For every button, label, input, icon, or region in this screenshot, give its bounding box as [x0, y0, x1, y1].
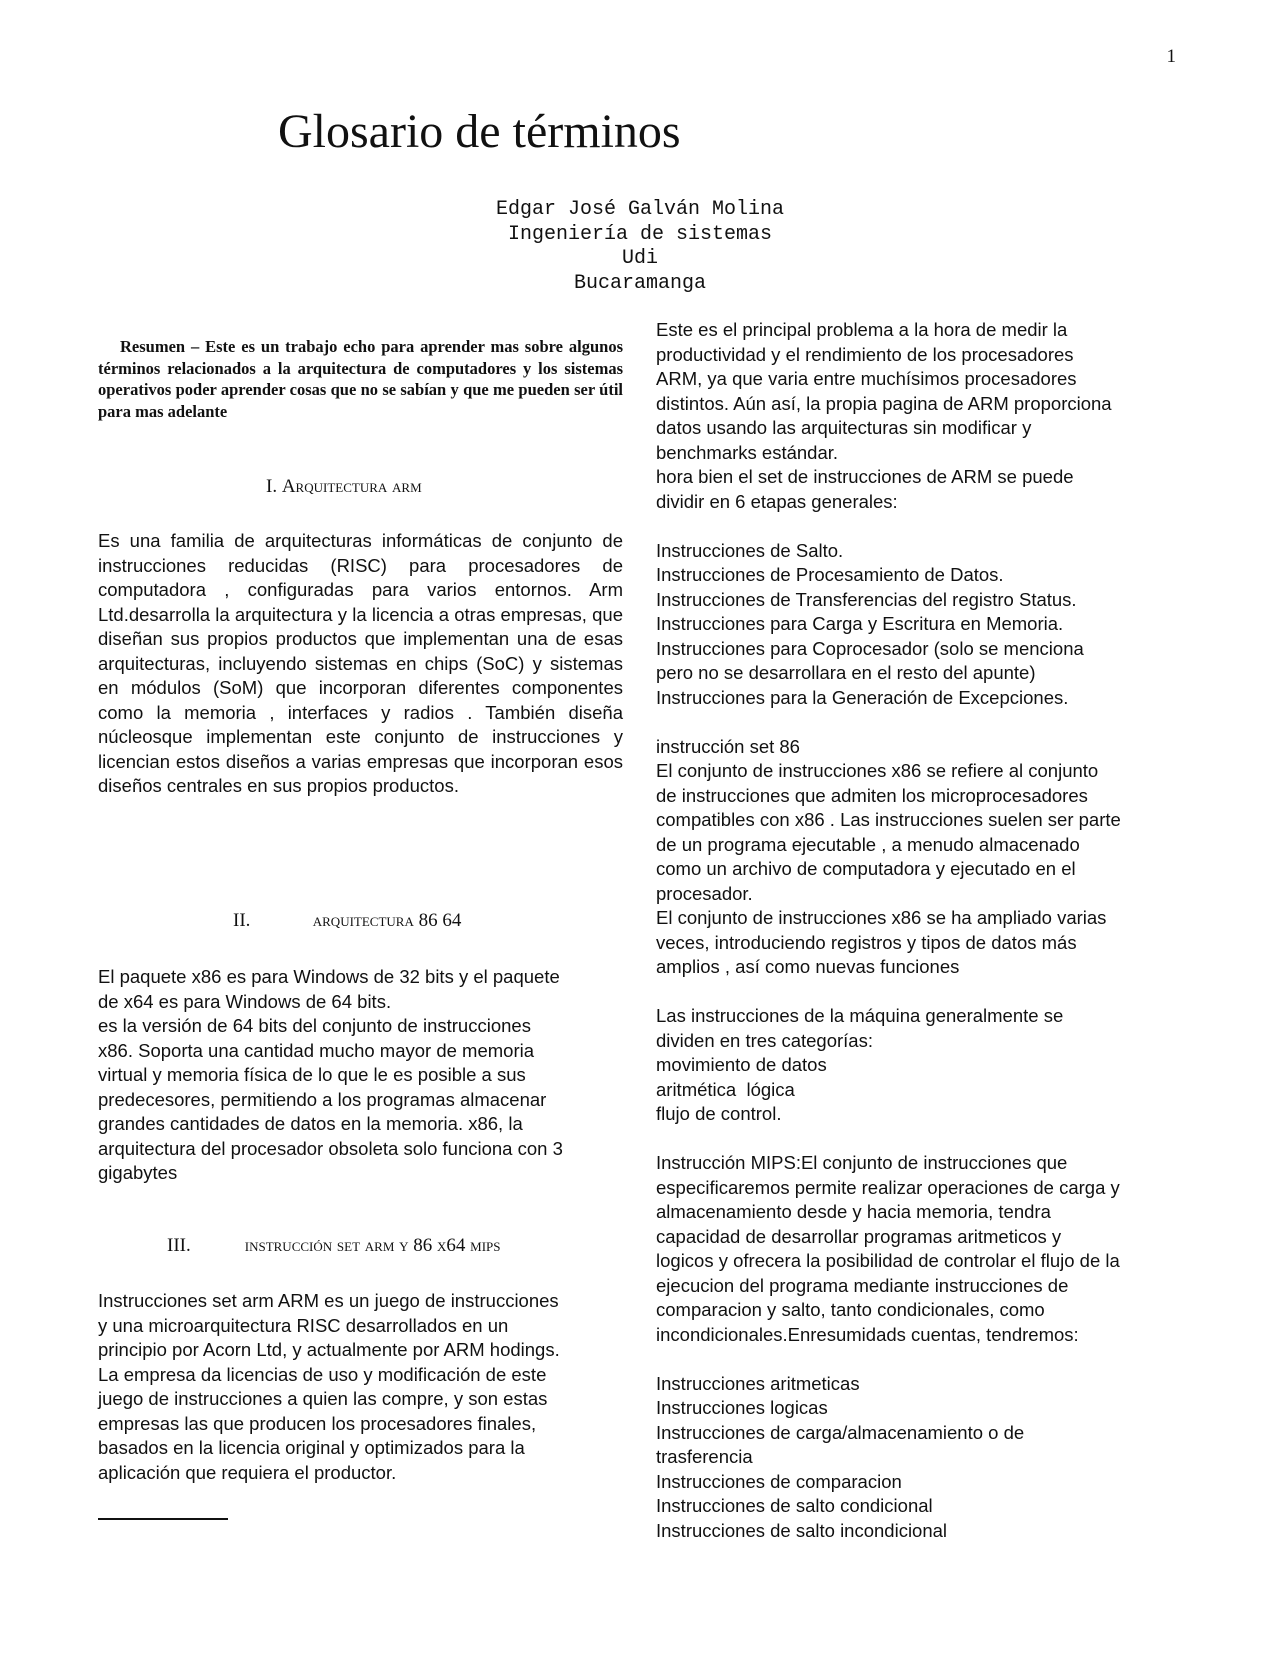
text-line [656, 710, 1196, 735]
text-line: productividad y el rendimiento de los procesadores [656, 343, 1074, 365]
text-line: Instrucciones de carga/almacenamiento o de [656, 1421, 1025, 1443]
text-line: distintos. Aún así, la propia pagina de ARM proporciona [656, 392, 1112, 414]
section-numeral: II. [233, 910, 251, 931]
text-line: trasferencia [656, 1446, 753, 1467]
text-line: procesador. [656, 882, 753, 904]
text-line [656, 514, 1196, 539]
text-line: instrucción set 86 [656, 735, 800, 757]
text-line: de instrucciones que admiten los microprocesadores [656, 784, 1088, 806]
text-line: gigabytes [98, 1162, 178, 1183]
text-line: aritmética lógica [656, 1078, 795, 1100]
text-line: x86. Soporta una cantidad mucho mayor de memoria [98, 1039, 535, 1061]
text-line: Este es el principal problema a la hora de medir la [656, 319, 1068, 340]
text-line: pero no se desarrollara en el resto del apunte) [656, 662, 1036, 683]
author-institution: Udi [621, 247, 658, 270]
section-title: instrucción set arm y 86 x64 mips [244, 1235, 501, 1256]
text-line: Instrucciones para Carga y Escritura en Memoria. [656, 613, 1064, 634]
text-line: y una microarquitectura RISC desarrollados en un [98, 1314, 509, 1336]
abstract: Resumen – Este es un trabajo echo para aprender mas sobre algunos términos relacionados a la arquitectura de computadores y los sistemas operativos poder aprender cosas que no se sabían y que me pueden ser útil para mas adelante [98, 337, 623, 421]
text-line: Instrucciones de comparacion [656, 1470, 902, 1492]
text-line: Instrucciones logicas [656, 1397, 828, 1418]
text-line: Instrucciones de Transferencias del registro Status. [656, 588, 1077, 610]
text-line [656, 1347, 1196, 1372]
text-line: Instrucciones aritmeticas [656, 1372, 860, 1394]
section-heading-3 [167, 1235, 501, 1257]
text-line [656, 980, 1196, 1005]
page-number: 1 [1166, 46, 1176, 67]
text-line: dividen en tres categorías: [656, 1029, 873, 1051]
text-line: El conjunto de instrucciones x86 se refiere al conjunto [656, 760, 1099, 781]
text-line: compatibles con x86 . Las instrucciones suelen ser parte [656, 809, 1121, 830]
section-numeral: I. [266, 476, 278, 497]
section-numeral: III. [167, 1235, 191, 1256]
section-3-body [98, 1289, 638, 1485]
text-line: Instrucciones para Coprocesador (solo se menciona [656, 637, 1084, 659]
text-line: Instrucciones de Procesamiento de Datos. [656, 564, 1004, 585]
author-city: Bucaramanga [573, 271, 707, 295]
text-line: ejecucion del programa mediante instrucciones de [656, 1274, 1069, 1296]
section-1-body: Es una familia de arquitecturas informáticas de conjunto de instrucciones reducidas (RISC) para procesadores de computadora , configuradas para varios entornos. Arm Ltd.desarrolla la arquitectura y la licencia a otras empresas, que diseñan sus propios productos que implementan una de esas arquitecturas, incluyendo sistemas en chips (SoC) y sistemas en módulos (SoM) que incorporan diferentes componentes como la memoria , interfaces y radios . También diseña núcleosque implementan este conjunto de instrucciones y licencian estos diseños a varias empresas que incorporan esos diseños centrales en sus propios productos. [98, 530, 623, 796]
text-line: Instrucción MIPS:El conjunto de instrucciones que [656, 1152, 1068, 1173]
text-line: incondicionales.Enresumidads cuentas, tendremos: [656, 1323, 1079, 1345]
text-line: Las instrucciones de la máquina generalmente se [656, 1005, 1064, 1026]
text-line: es la versión de 64 bits del conjunto de instrucciones [98, 1015, 531, 1036]
text-line: predecesores, permitiendo a los programas almacenar [98, 1088, 547, 1110]
text-line: logicos y ofrecera la posibilidad de controlar el flujo de la [656, 1250, 1120, 1271]
text-line: ARM, ya que varia entre muchísimos procesadores [656, 368, 1077, 389]
text-line: Instrucciones de salto incondicional [656, 1519, 948, 1541]
text-line: basados en la licencia original y optimizados para la [98, 1437, 525, 1458]
text-line: virtual y memoria física de lo que le es posible a sus [98, 1064, 526, 1085]
author-program: Ingeniería de sistemas [507, 222, 773, 246]
text-line: El conjunto de instrucciones x86 se ha ampliado varias [656, 907, 1107, 928]
section-2-body [98, 965, 638, 1186]
section-heading-2 [233, 910, 461, 932]
section-title: Arquitectura arm [281, 476, 422, 497]
text-line: arquitectura del procesador obsoleta solo funciona con 3 [98, 1137, 563, 1159]
text-line: juego de instrucciones a quien las compre, y son estas [98, 1388, 548, 1409]
text-line: Instrucciones de Salto. [656, 539, 844, 561]
author-block [0, 198, 1280, 296]
text-line: almacenamiento desde y hacia memoria, tendra [656, 1201, 1051, 1222]
text-line: comparacion y salto, tanto condicionales, como [656, 1299, 1045, 1320]
text-line: Instrucciones de salto condicional [656, 1495, 933, 1516]
text-line: capacidad de desarrollar programas aritmeticos y [656, 1225, 1062, 1247]
text-line: datos usando las arquitecturas sin modificar y [656, 417, 1032, 438]
section-heading-1 [266, 476, 422, 498]
author-name: Edgar José Galván Molina [495, 198, 785, 221]
document-title: Glosario de términos [278, 105, 681, 158]
text-line: Instrucciones para la Generación de Excepciones. [656, 686, 1069, 708]
text-line: dividir en 6 etapas generales: [656, 490, 898, 512]
text-line: aplicación que requiera el productor. [98, 1461, 397, 1483]
text-line: hora bien el set de instrucciones de ARM se puede [656, 466, 1074, 487]
footnote-divider [98, 1518, 228, 1520]
text-line [656, 1127, 1196, 1152]
text-line: de un programa ejecutable , a menudo almacenado [656, 833, 1080, 855]
text-line: flujo de control. [656, 1103, 782, 1124]
text-line: movimiento de datos [656, 1054, 827, 1075]
text-line: El paquete x86 es para Windows de 32 bits y el paquete [98, 966, 560, 987]
text-line: especificaremos permite realizar operaciones de carga y [656, 1176, 1120, 1198]
text-line: de x64 es para Windows de 64 bits. [98, 990, 392, 1012]
text-line: veces, introduciendo registros y tipos de datos más [656, 931, 1077, 953]
text-line: benchmarks estándar. [656, 441, 839, 463]
text-line: empresas las que producen los procesadores finales, [98, 1412, 537, 1434]
section-title: arquitectura 86 64 [312, 910, 462, 931]
text-line: La empresa da licencias de uso y modificación de este [98, 1363, 547, 1385]
text-line: como un archivo de computadora y ejecutado en el [656, 858, 1076, 879]
text-line: amplios , así como nuevas funciones [656, 956, 960, 977]
text-line: principio por Acorn Ltd, y actualmente por ARM hodings. [98, 1339, 560, 1360]
text-line: Instrucciones set arm ARM es un juego de instrucciones [98, 1290, 559, 1311]
right-column-body [656, 318, 1196, 1543]
text-line: grandes cantidades de datos en la memoria. x86, la [98, 1113, 523, 1134]
